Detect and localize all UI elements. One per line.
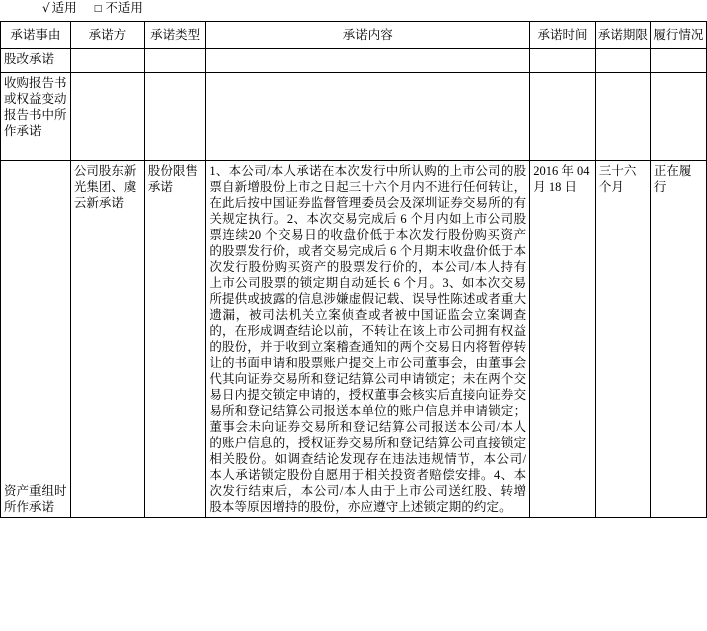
cell-status: 正在履行 [650, 161, 706, 518]
cell-party: 公司股东新光集团、虞云新承诺 [70, 161, 144, 518]
table-row [1, 161, 707, 518]
cell-type [144, 73, 205, 161]
cell-content [206, 49, 530, 73]
cell-content: 1、本公司/本人承诺在本次发行中所认购的上市公司的股票自新增股份上市之日起三十六个月内不进行任何转让，在此后按中国证券监督管理委员会及深圳证券交易所的有关规定执行。2、本次交易完成后 6 个月内如上市公司股票连续20 个交易日的收盘价低于本次发行股份购买资产的股票发行价，或者交易完成后 6 个月期末收盘价低于本次发行股份购买资产的股票发行价的，本公司/本人持有上市公司股票的锁定期自动延长 6 个月。3、如本次交易所提供或披露的信息涉嫌虚假记载、误导性陈述或者重大遗漏，被司法机关立案侦查或者被中国证监会立案调查的，在形成调查结论以前，不转让在该上市公司拥有权益的股份，并于收到立案稽查通知的两个交易日内将暂停转让的书面申请和股票账户提交上市公司董事会，由董事会代其向证券交易所和登记结算公司申请锁定；未在两个交易日内提交锁定申请的，授权董事会核实后直接向证券交易所和登记结算公司报送本单位的账户信息并申请锁定；董事会未向证券交易所和登记结算公司报送本公司/本人的账户信息的，授权证券交易所和登记结算公司直接锁定相关股份。如调查结论发现存在违法违规情节，本公司/本人承诺锁定股份自愿用于相关投资者赔偿安排。4、本次发行结束后，本公司/本人由于上市公司送红股、转增股本等原因增持的股份，亦应遵守上述锁定期的约定。 [206, 161, 530, 518]
cell-term: 三十六个月 [595, 161, 650, 518]
cell-content [206, 73, 530, 161]
option-not-applicable[interactable] [94, 1, 143, 17]
cell-type: 股份限售承诺 [144, 161, 205, 518]
column-header-time: 承诺时间 [530, 22, 596, 49]
check-mark-icon: √ [42, 1, 50, 15]
cell-type [144, 49, 205, 73]
column-header-content: 承诺内容 [206, 22, 530, 49]
promise-table [0, 21, 707, 518]
table-header-row [1, 22, 707, 49]
cell-time: 2016 年 04 月 18 日 [530, 161, 596, 518]
empty-checkbox-icon: □ [93, 4, 103, 14]
cell-term [595, 73, 650, 161]
applicability-checkbox-row [0, 0, 707, 21]
column-header-term: 承诺期限 [595, 22, 650, 49]
table-body [1, 49, 707, 518]
cell-reason: 资产重组时所作承诺 [1, 161, 71, 518]
cell-status [650, 73, 706, 161]
cell-status [650, 49, 706, 73]
option-not-applicable-label: 不适用 [105, 1, 143, 15]
cell-time [530, 73, 596, 161]
cell-party [70, 73, 144, 161]
cell-time [530, 49, 596, 73]
cell-party [70, 49, 144, 73]
column-header-status: 履行情况 [650, 22, 706, 49]
table-header [1, 22, 707, 49]
option-applicable[interactable] [42, 1, 77, 16]
cell-term [595, 49, 650, 73]
table-row [1, 73, 707, 161]
column-header-reason: 承诺事由 [1, 22, 71, 49]
column-header-type: 承诺类型 [144, 22, 205, 49]
cell-reason: 股改承诺 [1, 49, 71, 73]
option-applicable-label: 适用 [51, 1, 77, 15]
table-row [1, 49, 707, 73]
column-header-party: 承诺方 [70, 22, 144, 49]
cell-reason: 收购报告书或权益变动报告书中所作承诺 [1, 73, 71, 161]
